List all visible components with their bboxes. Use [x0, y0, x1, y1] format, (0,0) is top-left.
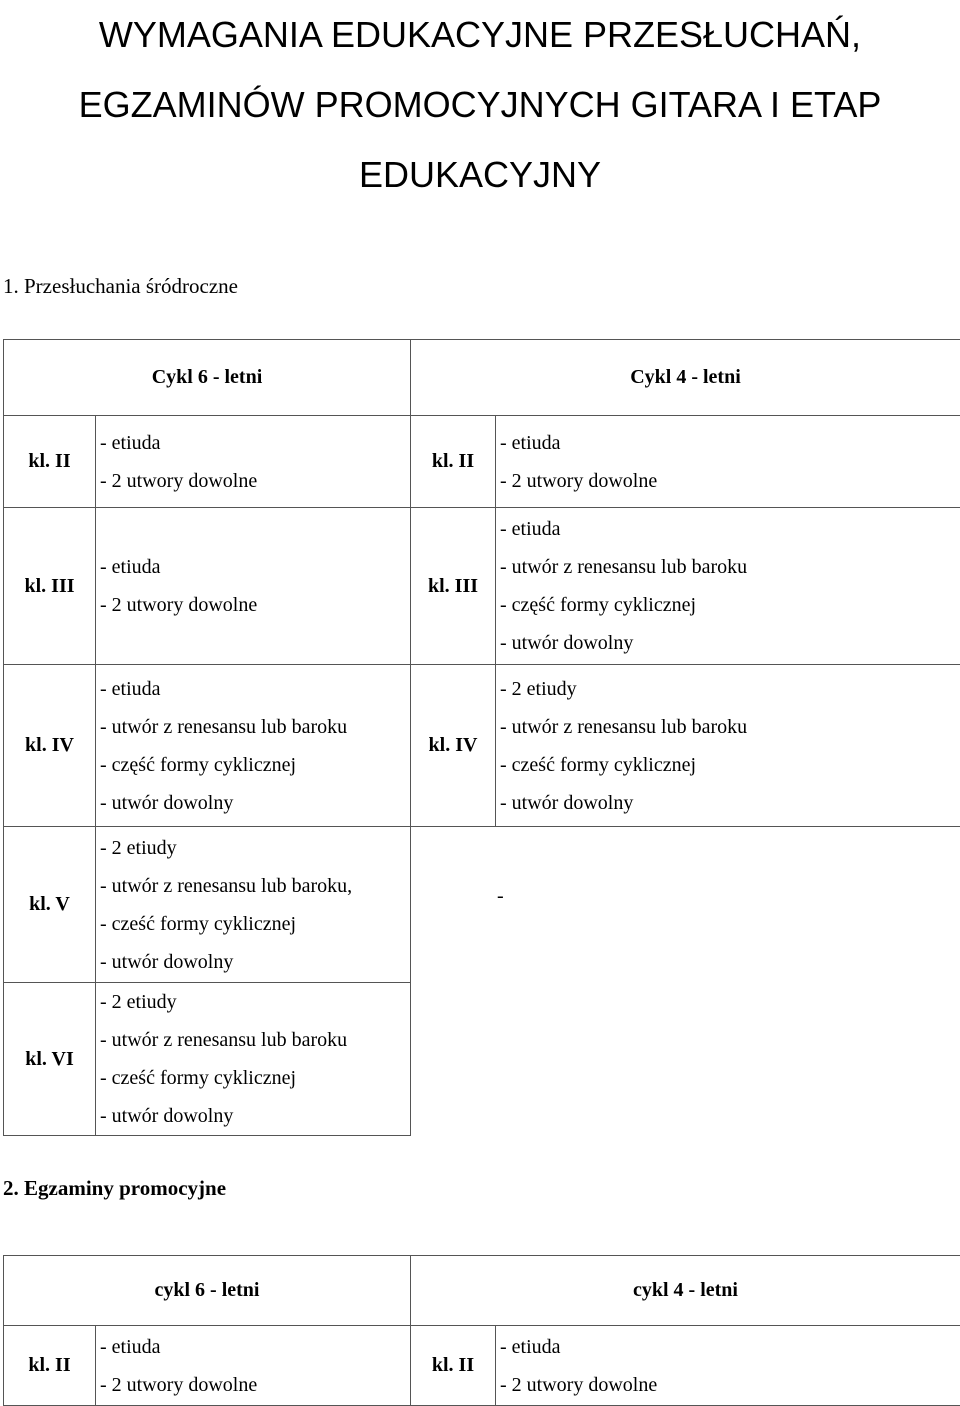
requirements-cell	[96, 827, 411, 983]
header-cycle-4: Cykl 4 - letni	[411, 340, 960, 416]
requirement-item: - etiuda	[100, 548, 410, 586]
requirement-item: - 2 utwory dowolne	[100, 1366, 410, 1404]
section-2-heading: 2. Egzaminy promocyjne	[3, 1175, 226, 1201]
class-label: kl. II	[411, 1326, 496, 1406]
requirement-item: - 2 utwory dowolne	[500, 462, 960, 500]
requirement-item: - cześć formy cyklicznej	[500, 746, 960, 784]
requirements-cell	[496, 665, 960, 827]
requirements-cell	[96, 1326, 411, 1406]
requirement-item: - 2 etiudy	[100, 829, 410, 867]
requirement-item: - 2 utwory dowolne	[500, 1366, 960, 1404]
requirement-item: - etiuda	[100, 670, 410, 708]
requirement-item: - etiuda	[100, 424, 410, 462]
requirement-item: - utwór dowolny	[100, 1097, 410, 1135]
requirements-cell	[496, 416, 960, 508]
class-label: kl. II	[411, 416, 496, 508]
requirement-item: - utwór z renesansu lub baroku	[100, 708, 410, 746]
requirement-item: - utwór z renesansu lub baroku	[100, 1021, 410, 1059]
table-row	[4, 827, 960, 983]
requirement-item: - 2 etiudy	[500, 670, 960, 708]
title-line-2: EGZAMINÓW PROMOCYJNYCH GITARA I ETAP	[0, 70, 960, 140]
document-title	[0, 0, 960, 210]
requirement-item: - utwór z renesansu lub baroku	[500, 548, 960, 586]
table-header-row	[4, 340, 960, 416]
table-row	[4, 1326, 960, 1406]
requirement-item: - 2 utwory dowolne	[100, 462, 410, 500]
table-row	[4, 416, 960, 508]
class-label: kl. III	[411, 508, 496, 665]
requirements-cell	[496, 508, 960, 665]
requirement-item: - etiuda	[500, 424, 960, 462]
promotion-exams-table	[3, 1255, 960, 1406]
class-label: kl. II	[4, 416, 96, 508]
midterm-auditions-table	[3, 339, 960, 1136]
requirement-item: - etiuda	[500, 1328, 960, 1366]
class-label: kl. IV	[411, 665, 496, 827]
requirement-item: - utwór dowolny	[100, 943, 410, 981]
table-row	[4, 508, 960, 665]
requirement-item: - cześć formy cyklicznej	[100, 1059, 410, 1097]
requirements-cell	[96, 416, 411, 508]
requirement-item: - etiuda	[500, 510, 960, 548]
requirement-item: - utwór dowolny	[500, 624, 960, 662]
requirement-item: - 2 etiudy	[100, 983, 410, 1021]
header-cycle-4: cykl 4 - letni	[411, 1256, 960, 1326]
requirement-item: - część formy cyklicznej	[100, 746, 410, 784]
class-label: kl. II	[4, 1326, 96, 1406]
no-requirements-cell: -	[411, 827, 960, 1136]
header-cycle-6: cykl 6 - letni	[4, 1256, 411, 1326]
requirement-item: - utwór dowolny	[100, 784, 410, 822]
requirement-item: - etiuda	[100, 1328, 410, 1366]
requirement-item: - utwór z renesansu lub baroku	[500, 708, 960, 746]
class-label: kl. VI	[4, 983, 96, 1136]
requirement-item: - cześć formy cyklicznej	[100, 905, 410, 943]
requirements-cell	[96, 983, 411, 1136]
requirement-item: - część formy cyklicznej	[500, 586, 960, 624]
table-header-row	[4, 1256, 960, 1326]
section-1-heading: 1. Przesłuchania śródroczne	[3, 273, 238, 299]
class-label: kl. III	[4, 508, 96, 665]
requirement-item: - utwór z renesansu lub baroku,	[100, 867, 410, 905]
class-label: kl. V	[4, 827, 96, 983]
requirement-item: - 2 utwory dowolne	[100, 586, 410, 624]
table-row	[4, 665, 960, 827]
header-cycle-6: Cykl 6 - letni	[4, 340, 411, 416]
title-line-3: EDUKACYJNY	[0, 140, 960, 210]
requirements-cell	[96, 665, 411, 827]
requirement-item: - utwór dowolny	[500, 784, 960, 822]
class-label: kl. IV	[4, 665, 96, 827]
title-line-1: WYMAGANIA EDUKACYJNE PRZESŁUCHAŃ,	[0, 0, 960, 70]
requirements-cell	[96, 508, 411, 665]
requirements-cell	[496, 1326, 960, 1406]
